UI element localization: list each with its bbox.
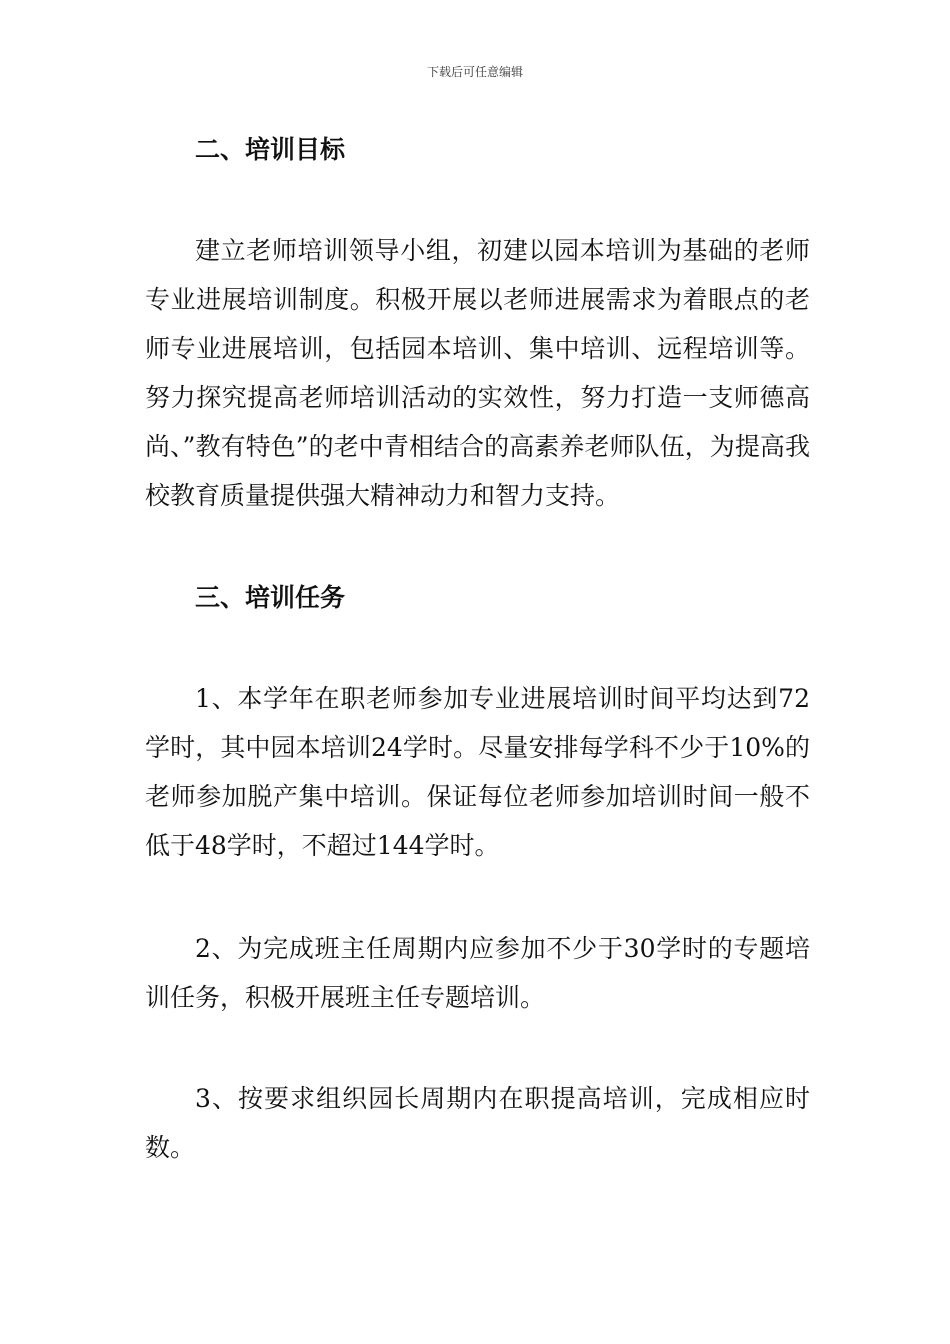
page-header-note: 下载后可任意编辑 [426,65,523,79]
section-heading-tasks: 三、培训任务 [195,583,346,612]
section-heading-goals: 二、培训目标 [195,135,346,164]
paragraph-goals: 建立老师培训领导小组，初建以园本培训为基础的老师专业进展培训制度。积极开展以老师进展需求为着眼点的老师专业进展培训，包括园本培训、集中培训、远程培训等。努力探究提高老师培训活动的实效性，努力打造一支师德高尚、”教有特色”的老中青相结合的高素养老师队伍，为提高我校教育质量提供强大精神动力和智力支持。 [145,236,810,510]
paragraph-task-3: 3、按要求组织园长周期内在职提高培训，完成相应时数。 [145,1084,810,1162]
paragraph-task-2: 2、为完成班主任周期内应参加不少于30学时的专题培训任务，积极开展班主任专题培训。 [145,934,810,1012]
paragraph-task-1: 1、本学年在职老师参加专业进展培训时间平均达到72学时，其中园本培训24学时。尽量安排每学科不少于10%的老师参加脱产集中培训。保证每位老师参加培训时间一般不低于48学时，不超过144学时。 [145,684,810,860]
